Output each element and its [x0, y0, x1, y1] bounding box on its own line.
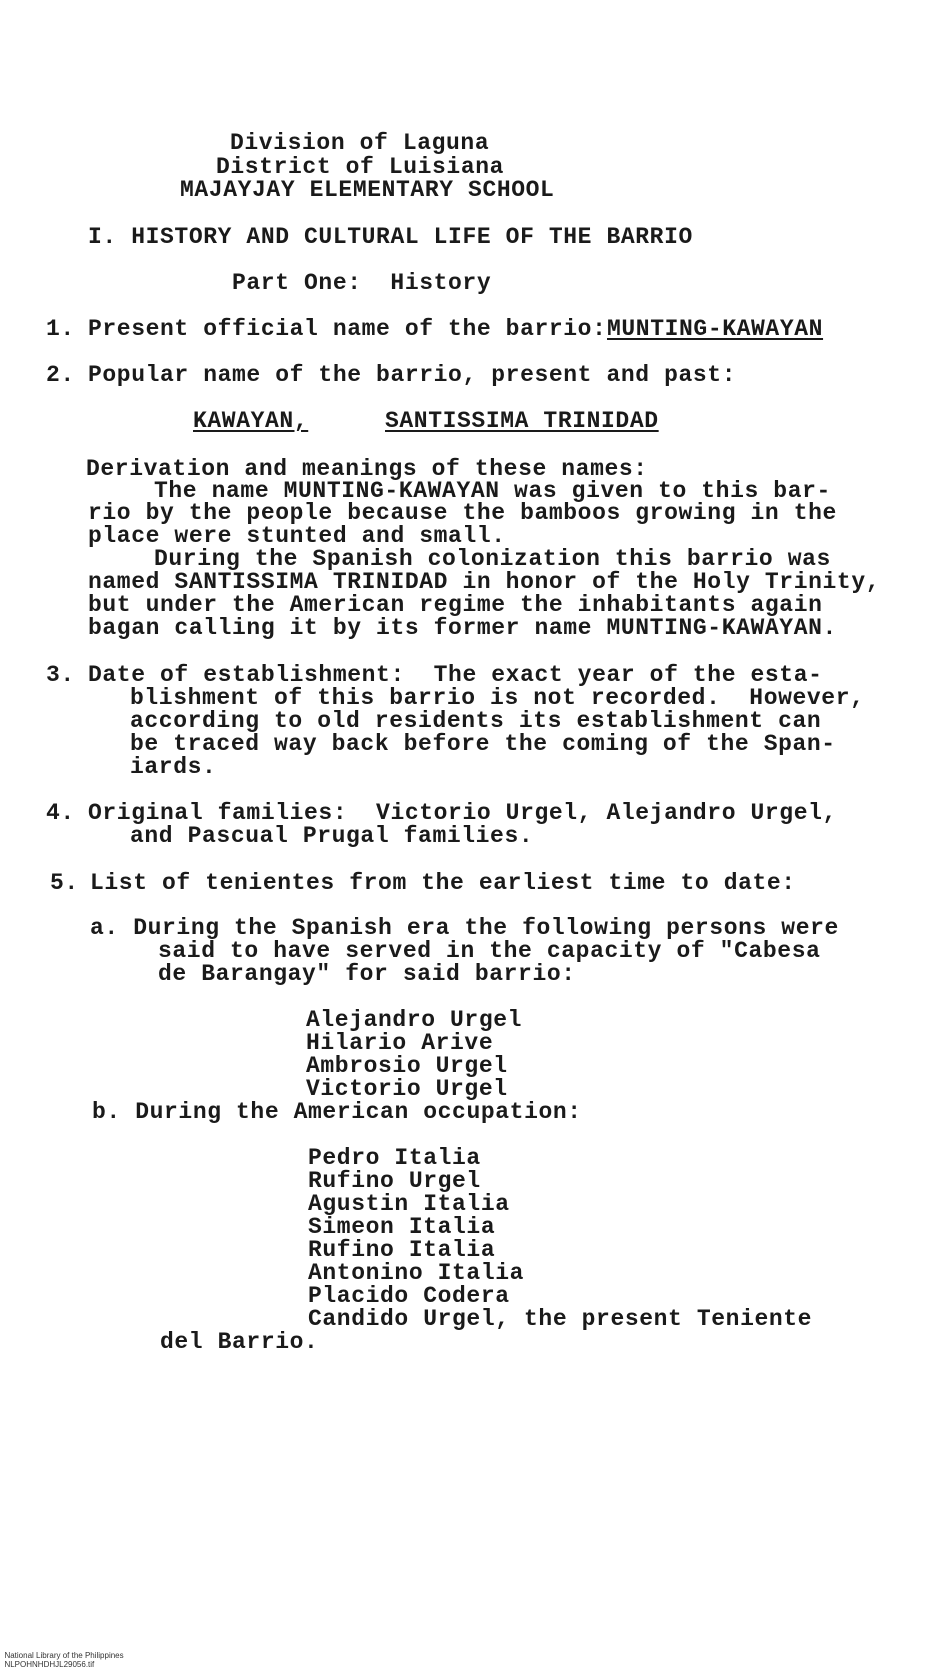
- spanish-era-teniente: Victorio Urgel: [306, 1076, 508, 1102]
- school-heading: MAJAYJAY ELEMENTARY SCHOOL: [180, 177, 555, 203]
- item-5-number: 5.: [50, 870, 79, 896]
- item-4-line: Original families: Victorio Urgel, Alejandro Urgel,: [88, 800, 837, 826]
- item-1-number: 1.: [46, 316, 75, 342]
- item-3-line: be traced way back before the coming of the Span-: [130, 731, 836, 757]
- file-identifier: NLPOHNHDHJL29056.tif: [4, 1660, 95, 1669]
- footer: [0, 1642, 148, 1669]
- item-3-line: according to old residents its establishment can: [130, 708, 822, 734]
- spanish-era-teniente: Alejandro Urgel: [306, 1007, 523, 1033]
- american-era-teniente: Agustin Italia: [308, 1191, 510, 1217]
- american-era-teniente: Rufino Italia: [308, 1237, 496, 1263]
- item-3-line: blishment of this barrio is not recorded. However,: [130, 685, 865, 711]
- derivation-line: named SANTISSIMA TRINIDAD in honor of the Holy Trinity,: [88, 569, 881, 595]
- item-4-number: 4.: [46, 800, 75, 826]
- item-2-number: 2.: [46, 362, 75, 388]
- spanish-era-teniente: Hilario Arive: [306, 1030, 494, 1056]
- derivation-line: bagan calling it by its former name MUNTING-KAWAYAN.: [88, 615, 837, 641]
- derivation-line: rio by the people because the bamboos growing in the: [88, 500, 837, 526]
- american-era-teniente: Candido Urgel, the present Teniente: [308, 1306, 813, 1332]
- official-barrio-name: MUNTING-KAWAYAN: [607, 316, 824, 342]
- item-5a-line: a. During the Spanish era the following persons were: [90, 915, 839, 941]
- american-era-teniente: Antonino Italia: [308, 1260, 525, 1286]
- item-4-line: and Pascual Prugal families.: [130, 823, 534, 849]
- item-3-line: Date of establishment: The exact year of the esta-: [88, 662, 823, 688]
- division-heading: Division of Laguna: [230, 130, 490, 156]
- spanish-era-teniente: Ambrosio Urgel: [306, 1053, 508, 1079]
- derivation-label: Derivation and meanings of these names:: [86, 456, 648, 482]
- item-5a-line: said to have served in the capacity of "Cabesa: [158, 938, 821, 964]
- american-era-teniente: Pedro Italia: [308, 1145, 481, 1171]
- popular-name-2: SANTISSIMA TRINIDAD: [385, 408, 659, 434]
- item-5b-label: b. During the American occupation:: [92, 1099, 582, 1125]
- closing-line: del Barrio.: [160, 1329, 319, 1355]
- library-credit: National Library of the Philippines: [4, 1651, 124, 1660]
- derivation-line: but under the American regime the inhabitants again: [88, 592, 823, 618]
- item-3-number: 3.: [46, 662, 75, 688]
- american-era-teniente: Placido Codera: [308, 1283, 510, 1309]
- district-heading: District of Luisiana: [216, 154, 505, 180]
- popular-name-1: KAWAYAN,: [193, 408, 309, 434]
- item-1-label: Present official name of the barrio:: [88, 316, 607, 342]
- item-5a-line: de Barangay" for said barrio:: [158, 961, 576, 987]
- american-era-teniente: Rufino Urgel: [308, 1168, 481, 1194]
- american-era-teniente: Simeon Italia: [308, 1214, 496, 1240]
- part-title: Part One: History: [232, 270, 492, 296]
- item-5-label: List of tenientes from the earliest time to date:: [90, 870, 796, 896]
- derivation-line: During the Spanish colonization this barrio was: [154, 546, 831, 572]
- section-title: I. HISTORY AND CULTURAL LIFE OF THE BARRIO: [88, 224, 693, 250]
- item-2-label: Popular name of the barrio, present and past:: [88, 362, 737, 388]
- derivation-line: place were stunted and small.: [88, 523, 506, 549]
- derivation-line: The name MUNTING-KAWAYAN was given to this bar-: [154, 478, 831, 504]
- item-3-line: iards.: [130, 754, 217, 780]
